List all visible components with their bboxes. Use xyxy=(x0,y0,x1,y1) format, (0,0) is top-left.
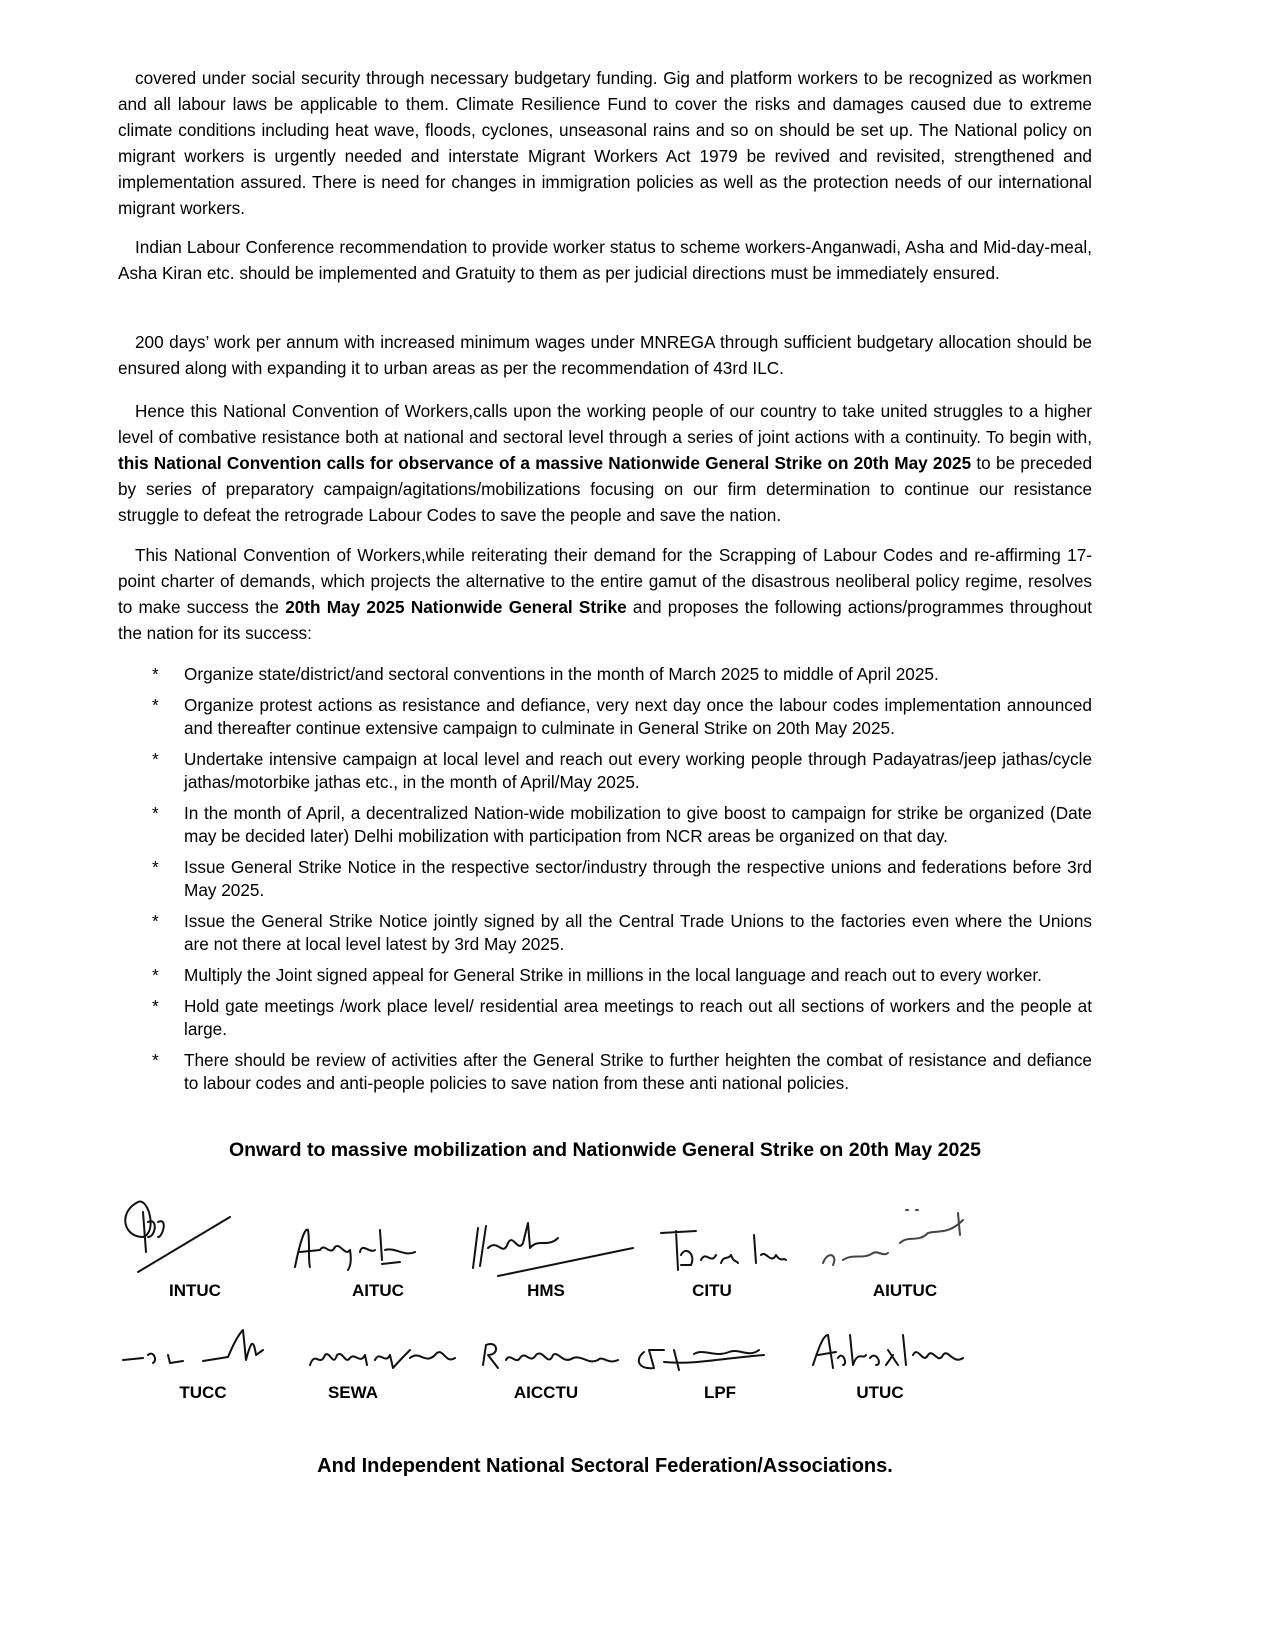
signatory-lpf: LPF xyxy=(703,1383,737,1402)
bullet-star: * xyxy=(152,965,159,985)
bullet-star: * xyxy=(152,803,159,823)
signature-aiutuc xyxy=(818,1205,978,1275)
paragraph-convention-call xyxy=(118,398,1092,528)
signature-sewa xyxy=(305,1340,465,1375)
bullet-star: * xyxy=(152,1050,159,1070)
paragraph-resolution xyxy=(118,542,1092,646)
list-item-text: Multiply the Joint signed appeal for General Strike in millions in the local language and reach out to every worker. xyxy=(184,965,1042,985)
bullet-star: * xyxy=(152,749,159,769)
text-segment: Hence this National Convention of Workers,calls upon the working people of our country to take united struggles to a higher level of combative resistance both at national and sectoral level through a series of joint actions with a continuity. To begin with, xyxy=(118,401,1092,447)
paragraph-scheme-workers: Indian Labour Conference recommendation to provide worker status to scheme workers-Anganwadi, Asha and Mid-day-meal, Asha Kiran etc. should be implemented and Gratuity to them as per judicial directions must be immediately ensured. xyxy=(118,237,1092,283)
signatory-utuc: UTUC xyxy=(856,1383,904,1402)
text-segment: to be preceded by series of preparatory campaign/agitations/mobilizations focusing on our firm determination to continue our resistance struggle to defeat the retrograde Labour Codes to save the people and save the nation. xyxy=(118,453,1092,525)
bullet-star: * xyxy=(152,911,159,931)
signature-aituc xyxy=(290,1222,425,1272)
list-item-text: Organize protest actions as resistance and defiance, very next day once the labour codes implementation announced and thereafter continue extensive campaign to culminate in General Strike on 20th May 2025. xyxy=(184,695,1092,738)
signature-tucc xyxy=(118,1325,283,1370)
list-item-text: There should be review of activities after the General Strike to further heighten the combat of resistance and defiance to labour codes and anti-people policies to save nation from these anti national policies. xyxy=(184,1050,1092,1093)
signatory-sewa: SEWA xyxy=(327,1383,379,1402)
slogan-heading: Onward to massive mobilization and Nationwide General Strike on 20th May 2025 xyxy=(228,1139,982,1161)
list-item xyxy=(118,694,1092,740)
signature-aicctu xyxy=(478,1340,623,1375)
signature-lpf xyxy=(634,1340,774,1375)
bullet-star: * xyxy=(152,857,159,877)
footer-text: And Independent National Sectoral Federation/Associations. xyxy=(317,1455,893,1477)
text-segment: and proposes the following actions/programmes throughout the nation for its success: xyxy=(118,597,1092,643)
signatory-hms: HMS xyxy=(527,1281,565,1300)
signature-citu xyxy=(656,1225,791,1275)
list-item xyxy=(118,964,1092,987)
paragraph-mnrega: 200 days’ work per annum with increased minimum wages under MNREGA through sufficient budgetary allocation should be ensured along with expanding it to urban areas as per the recommendation of 43rd ILC. xyxy=(118,332,1092,378)
list-item xyxy=(118,663,1092,686)
list-item xyxy=(118,748,1092,794)
list-item-text: Issue General Strike Notice in the respective sector/industry through the respective unions and federations before 3rd May 2025. xyxy=(184,857,1092,900)
list-item-text: Undertake intensive campaign at local level and reach out every working people through Padayatras/jeep jathas/cycle jathas/motorbike jathas etc., in the month of April/May 2025. xyxy=(184,749,1092,792)
list-item xyxy=(118,802,1092,848)
list-item-text: Organize state/district/and sectoral conventions in the month of March 2025 to middle of April 2025. xyxy=(184,664,939,684)
bullet-star: * xyxy=(152,695,159,715)
signature-intuc xyxy=(118,1192,238,1277)
list-item xyxy=(118,1049,1092,1095)
strike-call-bold: this National Convention calls for observance of a massive Nationwide General Strike on 20th May 2025 xyxy=(118,453,972,473)
list-item-text: In the month of April, a decentralized Nation-wide mobilization to give boost to campaign for strike be organized (Date may be decided later) Delhi mobilization with participation from NCR areas be organized on that day. xyxy=(184,803,1092,846)
signature-hms xyxy=(458,1218,638,1278)
list-item xyxy=(118,856,1092,902)
list-item xyxy=(118,910,1092,956)
signatory-citu: CITU xyxy=(692,1281,732,1300)
strike-date-bold: 20th May 2025 Nationwide General Strike xyxy=(285,597,627,617)
list-item-text: Hold gate meetings /work place level/ residential area meetings to reach out all sections of workers and the people at large. xyxy=(184,996,1092,1039)
paragraph-social-security: covered under social security through necessary budgetary funding. Gig and platform workers to be recognized as workmen and all labour laws be applicable to them. Climate Resilience Fund to cover the risks and damages caused due to extreme climate conditions including heat wave, floods, cyclones, unseasonal rains and so on should be set up. The National policy on migrant workers is urgently needed and interstate Migrant Workers Act 1979 be revived and revisited, strengthened and implementation assured. There is need for changes in immigration policies as well as the protection needs of our international migrant workers. xyxy=(118,68,1092,218)
signatory-aiutuc: AIUTUC xyxy=(872,1281,938,1300)
signatory-tucc: TUCC xyxy=(179,1383,227,1402)
bullet-star: * xyxy=(152,664,159,684)
list-item-text: Issue the General Strike Notice jointly signed by all the Central Trade Unions to the factories even where the Unions are not there at local level latest by 3rd May 2025. xyxy=(184,911,1092,954)
signature-utuc xyxy=(808,1330,973,1375)
action-list xyxy=(118,663,1092,1103)
bullet-star: * xyxy=(152,996,159,1016)
signatory-aituc: AITUC xyxy=(352,1281,404,1300)
list-item xyxy=(118,995,1092,1041)
signatory-intuc: INTUC xyxy=(169,1281,221,1300)
text-segment: This National Convention of Workers,while reiterating their demand for the Scrapping of Labour Codes and re-affirming 17-point charter of demands, which projects the alternative to the entire gamut of the disastrous neoliberal policy regime, resolves to make success the xyxy=(118,545,1092,617)
signatory-aicctu: AICCTU xyxy=(513,1383,579,1402)
